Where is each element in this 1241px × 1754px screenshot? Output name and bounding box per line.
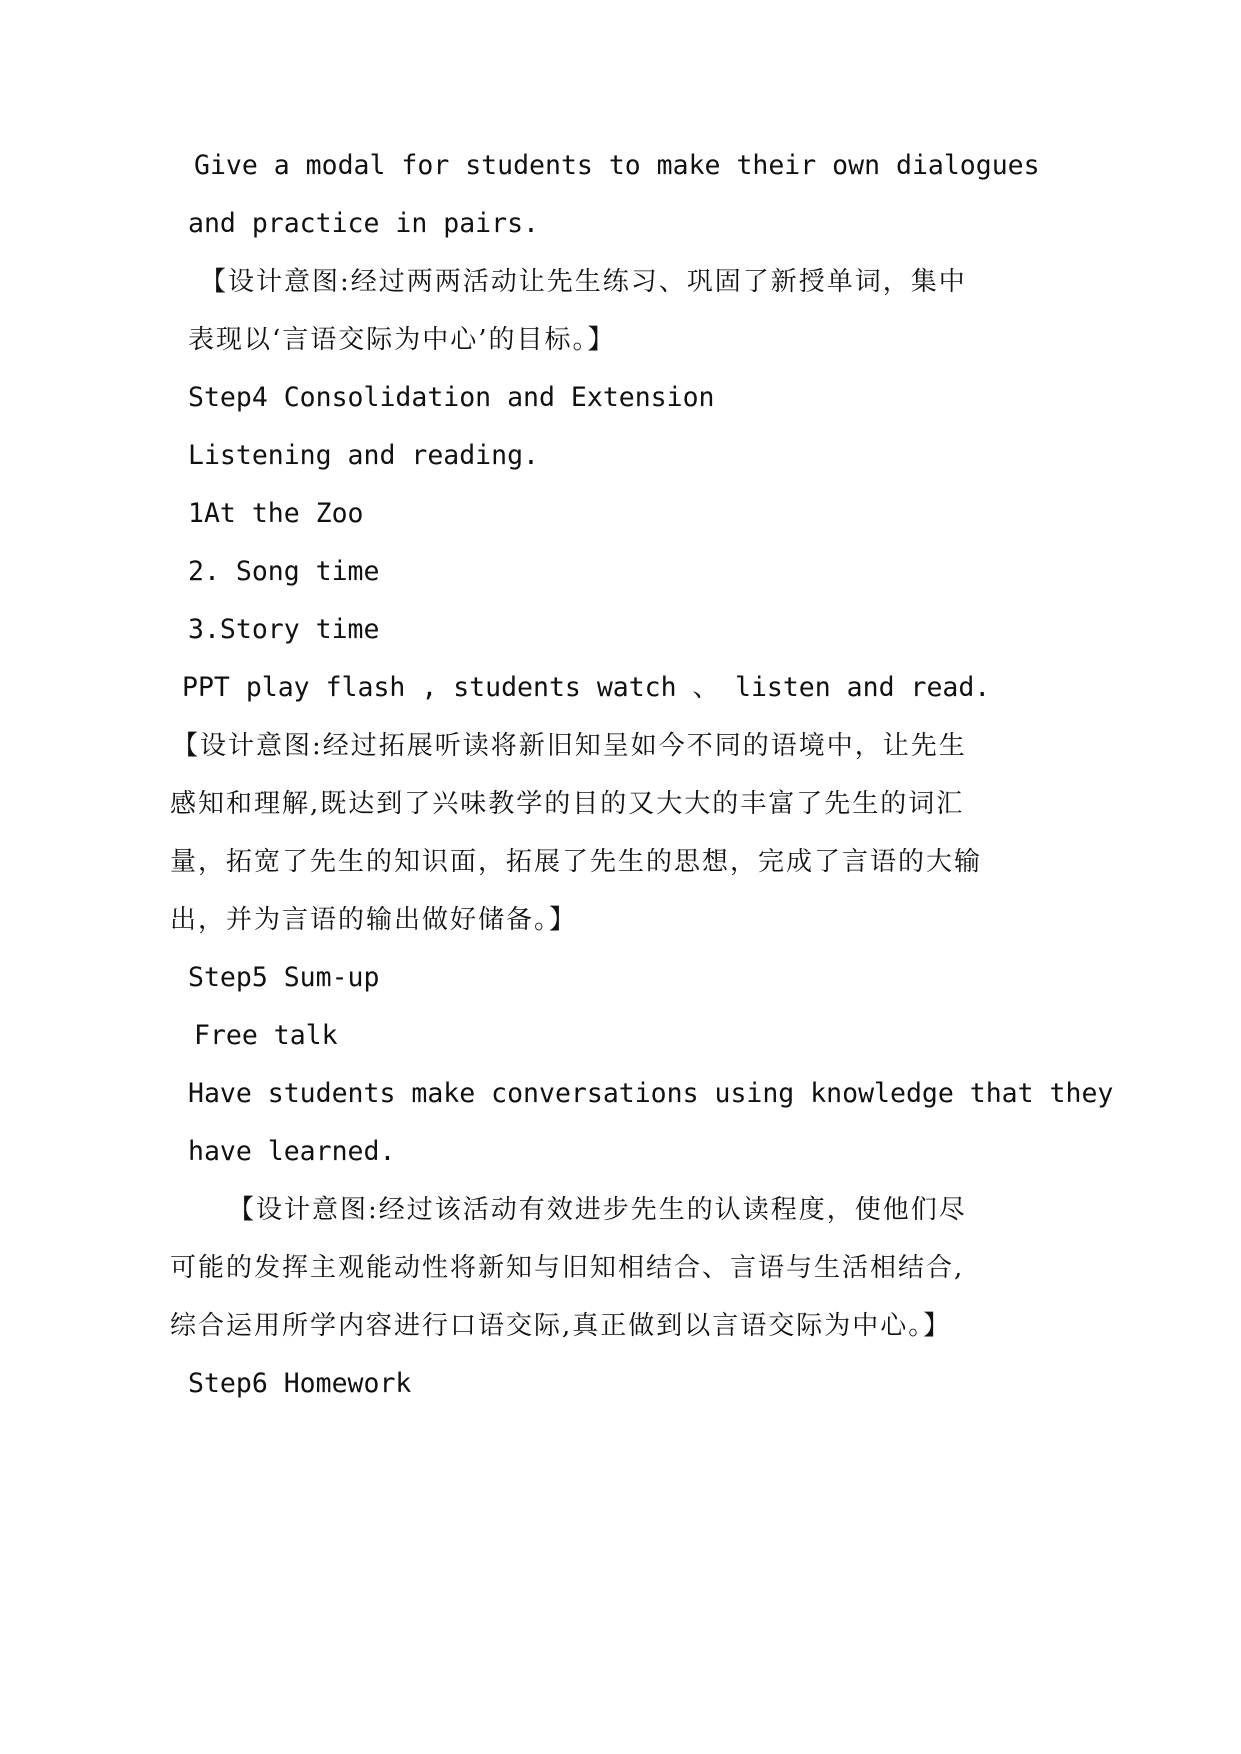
design-intent-line: 表现以‘言语交际为中心’的目标。】 — [188, 325, 616, 355]
paragraph-line: PPT play flash , students watch 、 listen and read. — [182, 672, 991, 703]
design-intent-line: 出，并为言语的输出做好储备。】 — [170, 905, 578, 935]
paragraph-line: and practice in pairs. — [188, 208, 539, 239]
step-heading: Step4 Consolidation and Extension — [188, 382, 715, 413]
paragraph-line: Listening and reading. — [188, 440, 539, 471]
list-item: 2. Song time — [188, 556, 380, 587]
list-item: 1At the Zoo — [188, 498, 364, 529]
step-heading: Step6 Homework — [188, 1368, 412, 1399]
design-intent-line: 可能的发挥主观能动性将新知与旧知相结合、言语与生活相结合, — [170, 1253, 965, 1283]
paragraph-line: have learned. — [188, 1136, 396, 1167]
design-intent-line: 综合运用所学内容进行口语交际,真正做到以言语交际为中心。】 — [170, 1311, 952, 1341]
design-intent-line: 【设计意图:经过两两活动让先生练习、巩固了新授单词，集中 — [200, 267, 967, 297]
paragraph-line: Have students make conversations using knowledge that they — [188, 1078, 1114, 1109]
paragraph-line: Free talk — [194, 1020, 338, 1051]
design-intent-line: 【设计意图:经过拓展听读将新旧知呈如今不同的语境中，让先生 — [172, 731, 967, 761]
design-intent-line: 感知和理解,既达到了兴味教学的目的又大大的丰富了先生的词汇 — [170, 789, 965, 819]
step-heading: Step5 Sum-up — [188, 962, 380, 993]
design-intent-line: 量，拓宽了先生的知识面，拓展了先生的思想，完成了言语的大输 — [170, 847, 983, 877]
paragraph-line: Give a modal for students to make their own dialogues — [194, 150, 1040, 181]
design-intent-line: 【设计意图:经过该活动有效进步先生的认读程度，使他们尽 — [228, 1195, 967, 1225]
list-item: 3.Story time — [188, 614, 380, 645]
